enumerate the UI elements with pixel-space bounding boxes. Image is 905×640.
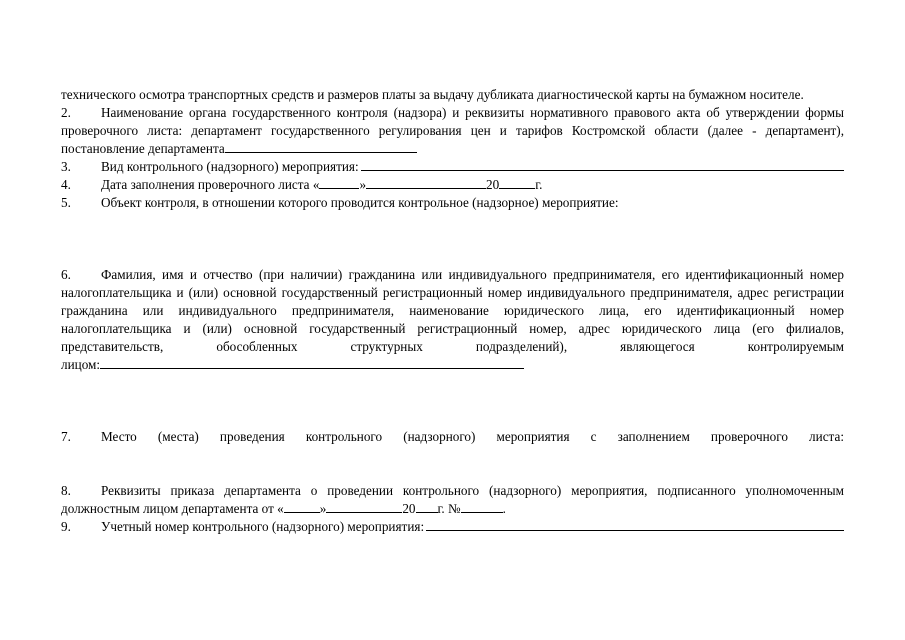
item-5-text: Объект контроля, в отношении которого проводится контрольное (надзорное) мероприятие:	[101, 195, 619, 210]
intro-paragraph	[61, 86, 844, 104]
item-8-text-e: .	[502, 501, 506, 516]
document-page	[61, 86, 844, 536]
item-6-text: Фамилия, имя и отчество (при наличии) гражданина или индивидуального предпринимателя, его идентификационный номер налогоплательщика и (или) основной государственный регистрационный номер индивидуального предпринимателя, адрес регистрации гражданина или индивидуального предпринимателя, наименование юридического лица, его идентификационный номер налогоплательщика и (или) основной государственный регистрационный номер, адрес юридического лица (его филиалов, представительств, обособленных структурных подразделений), являющегося контролируемым	[61, 267, 844, 354]
item-2	[61, 104, 844, 158]
control-type-blank[interactable]	[361, 158, 844, 171]
item-4-text-a: Дата заполнения проверочного листа «	[101, 177, 320, 192]
item-2-number: 2.	[61, 105, 71, 120]
item-4-text-c: 20	[486, 177, 500, 192]
order-number-blank[interactable]	[461, 500, 503, 513]
fill-year-blank[interactable]	[499, 176, 535, 189]
item-7	[61, 428, 844, 446]
item-2-text: Наименование органа государственного контроля (надзора) и реквизиты нормативного правового акта об утверждении формы проверочного листа: департамент государственного регулирования цен и тарифов Костромской области (далее - департамент), постановление департамента	[61, 105, 844, 156]
spacer-after-item-6	[61, 374, 844, 428]
item-6-last-line	[61, 356, 844, 374]
intro-text: технического осмотра транспортных средств и размеров платы за выдачу дубликата диагностической карты на бумажном носителе.	[61, 87, 804, 102]
item-7-number: 7.	[61, 429, 71, 444]
order-year-blank[interactable]	[416, 500, 438, 513]
item-8-text-c: 20	[402, 501, 416, 516]
item-9-number: 9.	[61, 519, 71, 534]
fill-month-blank[interactable]	[366, 176, 486, 189]
spacer-after-item-7	[61, 446, 844, 482]
item-6-number: 6.	[61, 267, 71, 282]
item-8-text: Реквизиты приказа департамента о проведении контрольного (надзорного) мероприятия, подписанного уполномоченным должностным лицом департамента от «	[61, 483, 844, 516]
item-9	[61, 518, 844, 536]
item-4-text-d: г.	[535, 177, 543, 192]
decree-blank[interactable]	[225, 140, 417, 153]
item-9-text: Учетный номер контрольного (надзорного) мероприятия:	[101, 519, 425, 534]
item-4-number: 4.	[61, 177, 71, 192]
item-6-text-last: лицом:	[61, 357, 101, 372]
fill-day-blank[interactable]	[319, 176, 359, 189]
registration-number-blank[interactable]	[426, 518, 844, 531]
item-4	[61, 176, 844, 194]
item-6	[61, 266, 844, 356]
order-month-blank[interactable]	[326, 500, 402, 513]
item-3-text: Вид контрольного (надзорного) мероприятия:	[101, 159, 359, 174]
item-8-number: 8.	[61, 483, 71, 498]
item-7-text: Место (места) проведения контрольного (надзорного) мероприятия с заполнением проверочного листа:	[101, 429, 844, 444]
item-8-text-d: г. №	[437, 501, 461, 516]
order-day-blank[interactable]	[284, 500, 320, 513]
item-5	[61, 194, 844, 212]
item-8-text-b: »	[319, 501, 327, 516]
controlled-person-blank[interactable]	[100, 356, 524, 369]
item-8	[61, 482, 844, 518]
spacer-after-item-5	[61, 212, 844, 266]
item-4-text-b: »	[359, 177, 367, 192]
item-3-number: 3.	[61, 159, 71, 174]
item-3	[61, 158, 844, 176]
item-5-number: 5.	[61, 195, 71, 210]
